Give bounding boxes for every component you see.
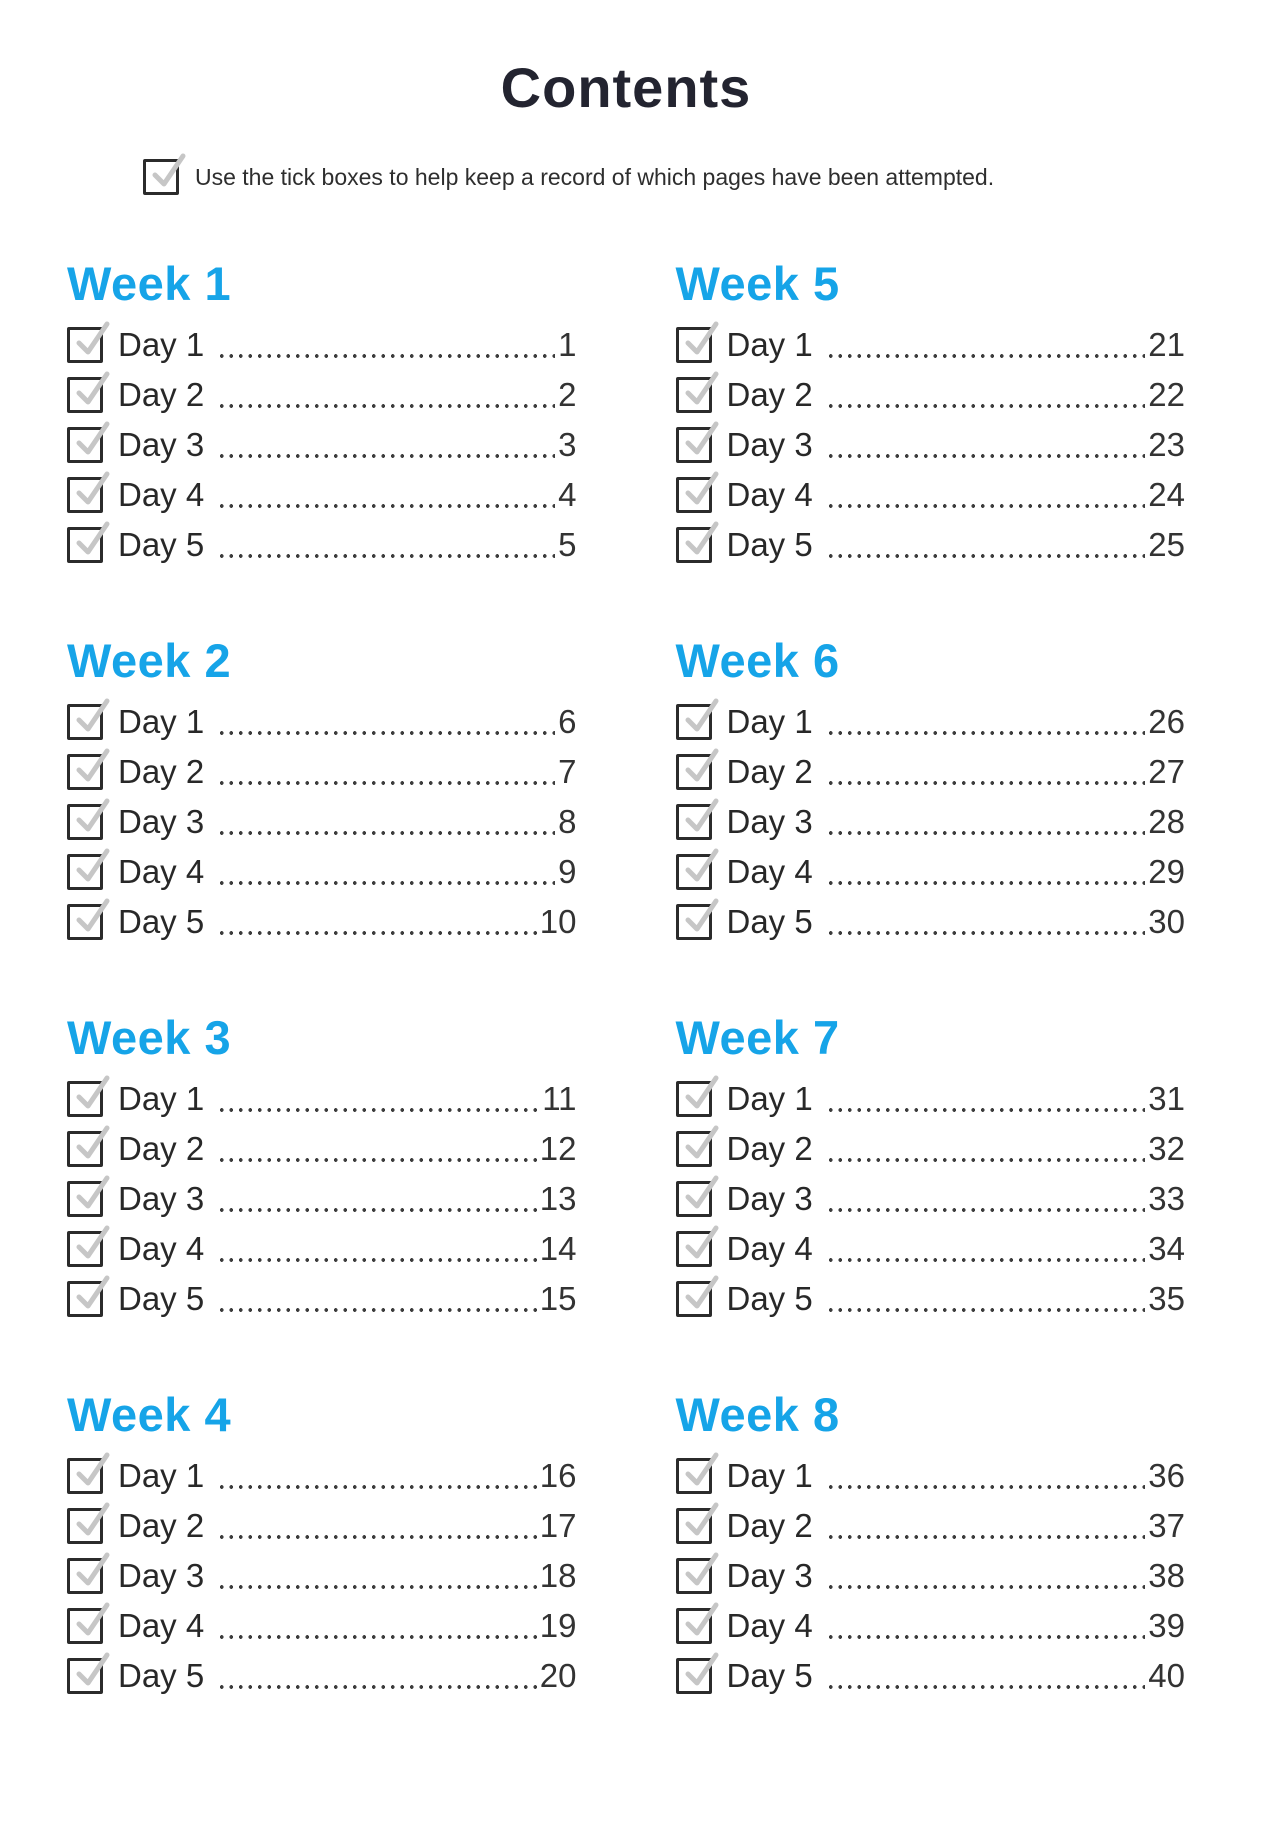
week-rows (676, 1451, 1186, 1701)
day-row (676, 697, 1186, 747)
page-number: 6 (558, 703, 577, 740)
day-label: Day 5 (118, 1280, 205, 1317)
dotted-leader (826, 781, 1146, 785)
dotted-leader (217, 1685, 537, 1689)
tick-icon (72, 1225, 112, 1265)
tick-icon (681, 1225, 721, 1265)
day-label: Day 3 (118, 426, 205, 463)
tick-icon (681, 1502, 721, 1542)
day-label: Day 5 (118, 526, 205, 563)
dotted-leader (826, 1308, 1146, 1312)
day-checkbox[interactable] (676, 1558, 712, 1594)
tick-icon (72, 798, 112, 838)
day-row (676, 1174, 1186, 1224)
tick-icon (681, 748, 721, 788)
day-checkbox[interactable] (67, 1231, 103, 1267)
page-number: 17 (539, 1507, 577, 1544)
day-row (676, 320, 1186, 370)
day-label: Day 4 (726, 1607, 813, 1644)
week-title: Week 3 (67, 1011, 232, 1064)
tick-icon (72, 748, 112, 788)
week-title: Week 6 (675, 634, 840, 687)
day-row (67, 697, 577, 747)
day-row (676, 847, 1186, 897)
week-title: Week 4 (67, 1388, 232, 1441)
day-row (676, 1551, 1186, 1601)
day-row (67, 1124, 577, 1174)
day-label: Day 2 (118, 1507, 205, 1544)
day-row (676, 370, 1186, 420)
day-checkbox[interactable] (67, 854, 103, 890)
page-number: 14 (539, 1230, 577, 1267)
contents-page (0, 56, 1264, 1844)
day-row (676, 1224, 1186, 1274)
day-row (676, 1501, 1186, 1551)
day-label: Day 2 (118, 1130, 205, 1167)
day-checkbox[interactable] (676, 527, 712, 563)
dotted-leader (217, 881, 555, 885)
day-checkbox[interactable] (676, 427, 712, 463)
day-row (676, 1274, 1186, 1324)
instruction-checkbox[interactable] (143, 159, 179, 195)
week-title: Week 5 (675, 257, 840, 310)
page-number: 20 (539, 1657, 577, 1694)
day-label: Day 4 (726, 1230, 813, 1267)
day-checkbox[interactable] (67, 1508, 103, 1544)
page-number: 7 (558, 753, 577, 790)
page-number: 22 (1148, 376, 1185, 413)
dotted-leader (217, 504, 555, 508)
page-title: Contents (500, 56, 752, 119)
tick-icon (72, 1502, 112, 1542)
day-checkbox[interactable] (676, 1281, 712, 1317)
dotted-leader (826, 354, 1146, 358)
dotted-leader (826, 1258, 1146, 1262)
day-row (676, 1601, 1186, 1651)
dotted-leader (217, 404, 555, 408)
page-number: 29 (1148, 853, 1185, 890)
day-checkbox[interactable] (676, 904, 712, 940)
page-number: 28 (1148, 803, 1185, 840)
day-row (67, 1601, 577, 1651)
dotted-leader (826, 1108, 1146, 1112)
tick-icon (681, 1452, 721, 1492)
tick-icon (681, 1075, 721, 1115)
tick-icon (72, 371, 112, 411)
tick-icon (72, 898, 112, 938)
day-row (676, 797, 1186, 847)
day-label: Day 4 (726, 853, 813, 890)
tick-icon (681, 1652, 721, 1692)
dotted-leader (826, 881, 1146, 885)
week-rows (67, 697, 577, 947)
dotted-leader (826, 1158, 1146, 1162)
tick-icon (148, 153, 188, 193)
day-checkbox[interactable] (676, 1608, 712, 1644)
page-number: 10 (539, 903, 577, 940)
dotted-leader (826, 1585, 1146, 1589)
day-checkbox[interactable] (67, 1081, 103, 1117)
week-block (67, 254, 577, 570)
dotted-leader (826, 1208, 1146, 1212)
week-title: Week 1 (67, 257, 232, 310)
dotted-leader (217, 931, 537, 935)
day-checkbox[interactable] (67, 377, 103, 413)
day-row (67, 797, 577, 847)
day-row (67, 747, 577, 797)
week-title: Week 7 (675, 1011, 840, 1064)
dotted-leader (826, 404, 1146, 408)
tick-icon (681, 1275, 721, 1315)
tick-icon (681, 698, 721, 738)
dotted-leader (217, 1208, 537, 1212)
day-row (67, 1074, 577, 1124)
tick-icon (72, 1602, 112, 1642)
day-row (676, 1074, 1186, 1124)
day-row (67, 470, 577, 520)
day-row (67, 320, 577, 370)
day-label: Day 3 (726, 1180, 813, 1217)
day-row (67, 1224, 577, 1274)
day-label: Day 4 (118, 1607, 205, 1644)
page-number: 9 (558, 853, 577, 890)
day-label: Day 5 (726, 903, 813, 940)
tick-icon (681, 848, 721, 888)
page-number: 33 (1148, 1180, 1185, 1217)
instruction-note (143, 158, 1185, 196)
day-label: Day 5 (726, 1657, 813, 1694)
page-number: 35 (1148, 1280, 1185, 1317)
day-checkbox[interactable] (676, 1508, 712, 1544)
day-checkbox[interactable] (67, 527, 103, 563)
tick-icon (681, 471, 721, 511)
dotted-leader (826, 931, 1146, 935)
day-label: Day 1 (726, 1080, 813, 1117)
day-label: Day 2 (726, 753, 813, 790)
day-label: Day 2 (726, 1130, 813, 1167)
tick-icon (681, 1175, 721, 1215)
day-row (67, 1651, 577, 1701)
dotted-leader (217, 554, 555, 558)
page-number: 8 (558, 803, 577, 840)
dotted-leader (826, 731, 1146, 735)
dotted-leader (217, 354, 555, 358)
day-label: Day 2 (118, 376, 205, 413)
page-number: 30 (1148, 903, 1185, 940)
dotted-leader (826, 554, 1146, 558)
page-number: 3 (558, 426, 577, 463)
day-label: Day 3 (726, 426, 813, 463)
day-checkbox[interactable] (67, 477, 103, 513)
day-label: Day 5 (726, 1280, 813, 1317)
week-block (676, 1008, 1186, 1324)
week-block (676, 1385, 1186, 1701)
day-label: Day 5 (726, 526, 813, 563)
day-label: Day 2 (726, 1507, 813, 1544)
day-checkbox[interactable] (676, 1458, 712, 1494)
dotted-leader (826, 1485, 1146, 1489)
day-row (67, 1274, 577, 1324)
day-row (676, 747, 1186, 797)
instruction-text: Use the tick boxes to help keep a record of which pages have been attempted. (195, 163, 995, 190)
day-label: Day 1 (118, 703, 205, 740)
page-number: 21 (1148, 326, 1185, 363)
day-checkbox[interactable] (67, 754, 103, 790)
week-rows (67, 320, 577, 570)
weeks-grid (67, 254, 1185, 1701)
dotted-leader (217, 1535, 537, 1539)
week-rows (67, 1451, 577, 1701)
tick-icon (72, 1552, 112, 1592)
tick-icon (72, 421, 112, 461)
dotted-leader (217, 1158, 537, 1162)
day-label: Day 1 (118, 1080, 205, 1117)
page-number: 31 (1148, 1080, 1185, 1117)
tick-icon (72, 471, 112, 511)
page-number: 37 (1148, 1507, 1185, 1544)
tick-icon (72, 321, 112, 361)
dotted-leader (217, 1308, 537, 1312)
dotted-leader (217, 1585, 537, 1589)
day-row (67, 1551, 577, 1601)
day-row (67, 847, 577, 897)
day-checkbox[interactable] (67, 427, 103, 463)
day-label: Day 1 (726, 326, 813, 363)
dotted-leader (217, 1108, 539, 1112)
day-label: Day 1 (726, 1457, 813, 1494)
tick-icon (72, 698, 112, 738)
tick-icon (72, 1175, 112, 1215)
tick-icon (72, 1075, 112, 1115)
day-checkbox[interactable] (676, 327, 712, 363)
page-number: 4 (558, 476, 577, 513)
page-number: 12 (539, 1130, 577, 1167)
day-row (676, 420, 1186, 470)
day-checkbox[interactable] (676, 1181, 712, 1217)
day-checkbox[interactable] (676, 377, 712, 413)
dotted-leader (826, 831, 1146, 835)
dotted-leader (217, 781, 555, 785)
page-number: 32 (1148, 1130, 1185, 1167)
week-rows (676, 697, 1186, 947)
page-number: 2 (558, 376, 577, 413)
day-checkbox[interactable] (676, 1231, 712, 1267)
week-block (67, 1008, 577, 1324)
day-label: Day 3 (726, 1557, 813, 1594)
day-label: Day 4 (118, 476, 205, 513)
week-block (67, 1385, 577, 1701)
day-checkbox[interactable] (676, 1131, 712, 1167)
dotted-leader (217, 731, 555, 735)
tick-icon (681, 798, 721, 838)
day-checkbox[interactable] (67, 1281, 103, 1317)
page-number: 23 (1148, 426, 1185, 463)
day-row (67, 1501, 577, 1551)
day-checkbox[interactable] (676, 704, 712, 740)
tick-icon (681, 898, 721, 938)
day-row (676, 897, 1186, 947)
day-checkbox[interactable] (676, 754, 712, 790)
page-number: 11 (542, 1080, 577, 1117)
page-number: 16 (539, 1457, 577, 1494)
day-row (676, 470, 1186, 520)
dotted-leader (217, 1485, 537, 1489)
page-number: 25 (1148, 526, 1185, 563)
day-label: Day 1 (118, 1457, 205, 1494)
dotted-leader (826, 454, 1146, 458)
tick-icon (72, 1652, 112, 1692)
dotted-leader (217, 1635, 537, 1639)
week-rows (67, 1074, 577, 1324)
week-rows (676, 320, 1186, 570)
day-checkbox[interactable] (67, 804, 103, 840)
day-label: Day 4 (118, 853, 205, 890)
day-row (67, 1174, 577, 1224)
day-checkbox[interactable] (67, 1658, 103, 1694)
day-checkbox[interactable] (676, 1081, 712, 1117)
day-row (67, 420, 577, 470)
tick-icon (681, 1552, 721, 1592)
day-checkbox[interactable] (676, 854, 712, 890)
page-number: 18 (539, 1557, 577, 1594)
week-block (676, 254, 1186, 570)
day-row (67, 520, 577, 570)
tick-icon (681, 1602, 721, 1642)
day-checkbox[interactable] (67, 1131, 103, 1167)
page-number: 15 (539, 1280, 577, 1317)
day-row (676, 1651, 1186, 1701)
dotted-leader (217, 454, 555, 458)
page-number: 34 (1148, 1230, 1185, 1267)
day-label: Day 4 (118, 1230, 205, 1267)
tick-icon (72, 521, 112, 561)
tick-icon (72, 1275, 112, 1315)
day-label: Day 3 (118, 803, 205, 840)
tick-icon (681, 371, 721, 411)
tick-icon (72, 1452, 112, 1492)
tick-icon (681, 1125, 721, 1165)
day-row (676, 1451, 1186, 1501)
day-checkbox[interactable] (676, 804, 712, 840)
week-title: Week 2 (67, 634, 232, 687)
day-checkbox[interactable] (67, 904, 103, 940)
day-checkbox[interactable] (67, 1458, 103, 1494)
day-label: Day 1 (118, 326, 205, 363)
day-label: Day 3 (726, 803, 813, 840)
page-number: 27 (1148, 753, 1185, 790)
page-number: 24 (1148, 476, 1185, 513)
day-row (676, 1124, 1186, 1174)
day-label: Day 5 (118, 1657, 205, 1694)
day-checkbox[interactable] (67, 1558, 103, 1594)
day-checkbox[interactable] (67, 1608, 103, 1644)
day-label: Day 3 (118, 1180, 205, 1217)
page-number: 19 (539, 1607, 577, 1644)
day-row (67, 370, 577, 420)
page-number: 26 (1148, 703, 1185, 740)
page-number: 1 (558, 326, 577, 363)
day-label: Day 1 (726, 703, 813, 740)
week-rows (676, 1074, 1186, 1324)
day-checkbox[interactable] (676, 1658, 712, 1694)
day-label: Day 4 (726, 476, 813, 513)
tick-icon (681, 421, 721, 461)
dotted-leader (217, 831, 555, 835)
page-number: 38 (1148, 1557, 1185, 1594)
page-number: 40 (1148, 1657, 1185, 1694)
day-checkbox[interactable] (67, 1181, 103, 1217)
day-checkbox[interactable] (676, 477, 712, 513)
page-number: 39 (1148, 1607, 1185, 1644)
tick-icon (72, 848, 112, 888)
day-label: Day 2 (726, 376, 813, 413)
day-checkbox[interactable] (67, 327, 103, 363)
day-row (67, 897, 577, 947)
dotted-leader (826, 504, 1146, 508)
week-title: Week 8 (675, 1388, 840, 1441)
dotted-leader (826, 1535, 1146, 1539)
dotted-leader (217, 1258, 537, 1262)
dotted-leader (826, 1685, 1146, 1689)
week-block (676, 631, 1186, 947)
day-row (676, 520, 1186, 570)
tick-icon (72, 1125, 112, 1165)
tick-icon (681, 321, 721, 361)
page-number: 36 (1148, 1457, 1185, 1494)
day-label: Day 5 (118, 903, 205, 940)
page-number: 13 (539, 1180, 577, 1217)
dotted-leader (826, 1635, 1146, 1639)
day-label: Day 2 (118, 753, 205, 790)
day-label: Day 3 (118, 1557, 205, 1594)
day-checkbox[interactable] (67, 704, 103, 740)
tick-icon (681, 521, 721, 561)
day-row (67, 1451, 577, 1501)
week-block (67, 631, 577, 947)
page-number: 5 (558, 526, 577, 563)
